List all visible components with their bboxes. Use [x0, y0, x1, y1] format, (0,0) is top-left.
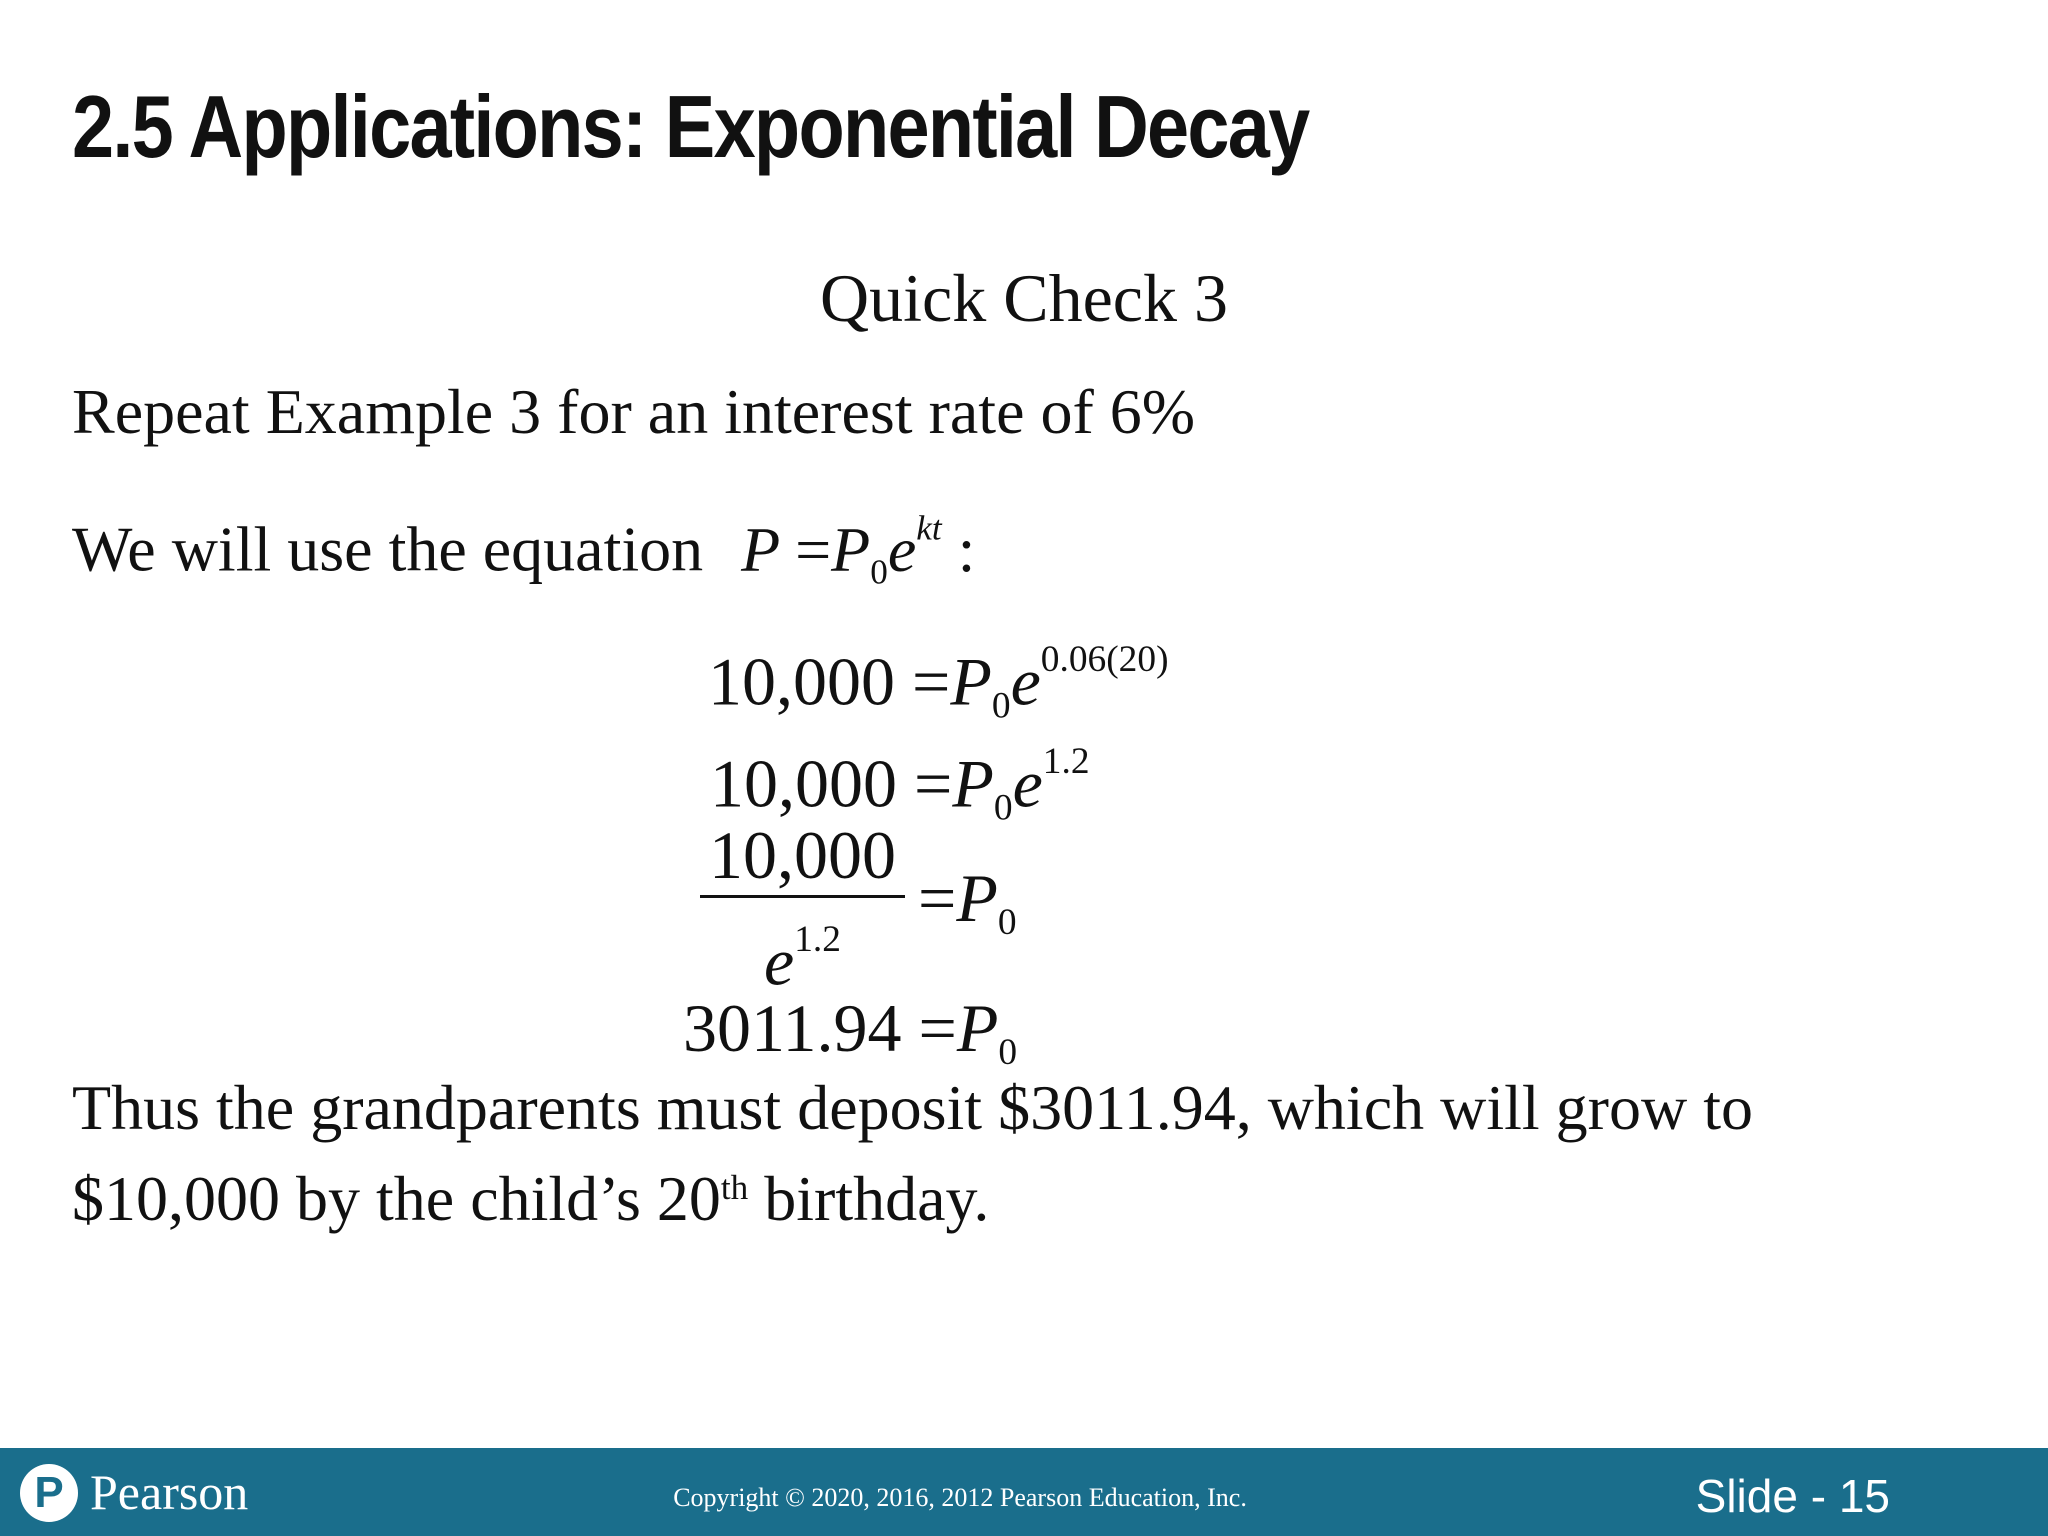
equation-step-2: $10,000 =P_0e^{1.2}$ — [710, 741, 1090, 829]
equation-intro-line — [72, 488, 975, 612]
fraction-step — [700, 815, 905, 1002]
problem-statement: Repeat Example 3 for an interest rate of 6% — [72, 376, 1196, 447]
eq-e: e — [887, 513, 917, 585]
eq-exponent: kt — [916, 508, 942, 547]
fraction-rhs: $=P_0$ — [918, 860, 1017, 944]
fraction-bar — [700, 895, 905, 898]
equation-intro-text: We will use the equation — [72, 513, 704, 585]
conclusion-line-1: Thus the grandparents must deposit $3011.94, which will grow to — [72, 1072, 1753, 1143]
footer-bar — [0, 1448, 2048, 1536]
eq-p: P — [831, 513, 871, 585]
step2-exponent: 1.2 — [1042, 741, 1090, 782]
step1-exponent: 0.06(20) — [1040, 639, 1169, 680]
subtitle: Quick Check 3 — [820, 260, 1228, 336]
step1-p-subscript: 0 — [991, 685, 1011, 727]
slide-number: Slide - 15 — [1695, 1470, 1890, 1522]
pearson-logo-text: Pearson — [90, 1464, 249, 1520]
conclusion-line-2: $10,000 by the child’s 20th birthday. — [72, 1163, 990, 1235]
equation-result: $3011.94 =P_0$ — [683, 990, 1018, 1074]
eq-p-subscript: 0 — [870, 551, 888, 591]
equation-step-1: $10,000 =P_0e^{0.06(20)}$ — [708, 639, 1169, 727]
fraction-denominator: $e^{1.2}$ — [764, 919, 841, 1000]
pearson-logo-icon: P — [20, 1464, 78, 1522]
copyright-notice: Copyright © 2020, 2016, 2012 Pearson Education, Inc. — [673, 1483, 1247, 1512]
eq-equals: = — [795, 513, 832, 585]
fraction-numerator: 10,000 — [709, 817, 896, 893]
denominator-exponent: 1.2 — [794, 919, 841, 960]
step2-p-subscript: 0 — [993, 787, 1013, 829]
result-lhs: 3011.94 — [683, 990, 902, 1066]
eq-lhs: P — [741, 513, 780, 585]
step1-lhs: 10,000 — [708, 643, 895, 720]
fraction-p-subscript: 0 — [997, 902, 1017, 944]
eq-colon: : — [957, 513, 976, 585]
growth-equation — [741, 508, 976, 591]
ordinal-suffix: th — [720, 1168, 749, 1207]
step2-lhs: 10,000 — [710, 745, 897, 822]
slide-title: 2.5 Applications: Exponential Decay — [72, 77, 1309, 176]
result-p-subscript: 0 — [998, 1032, 1018, 1074]
